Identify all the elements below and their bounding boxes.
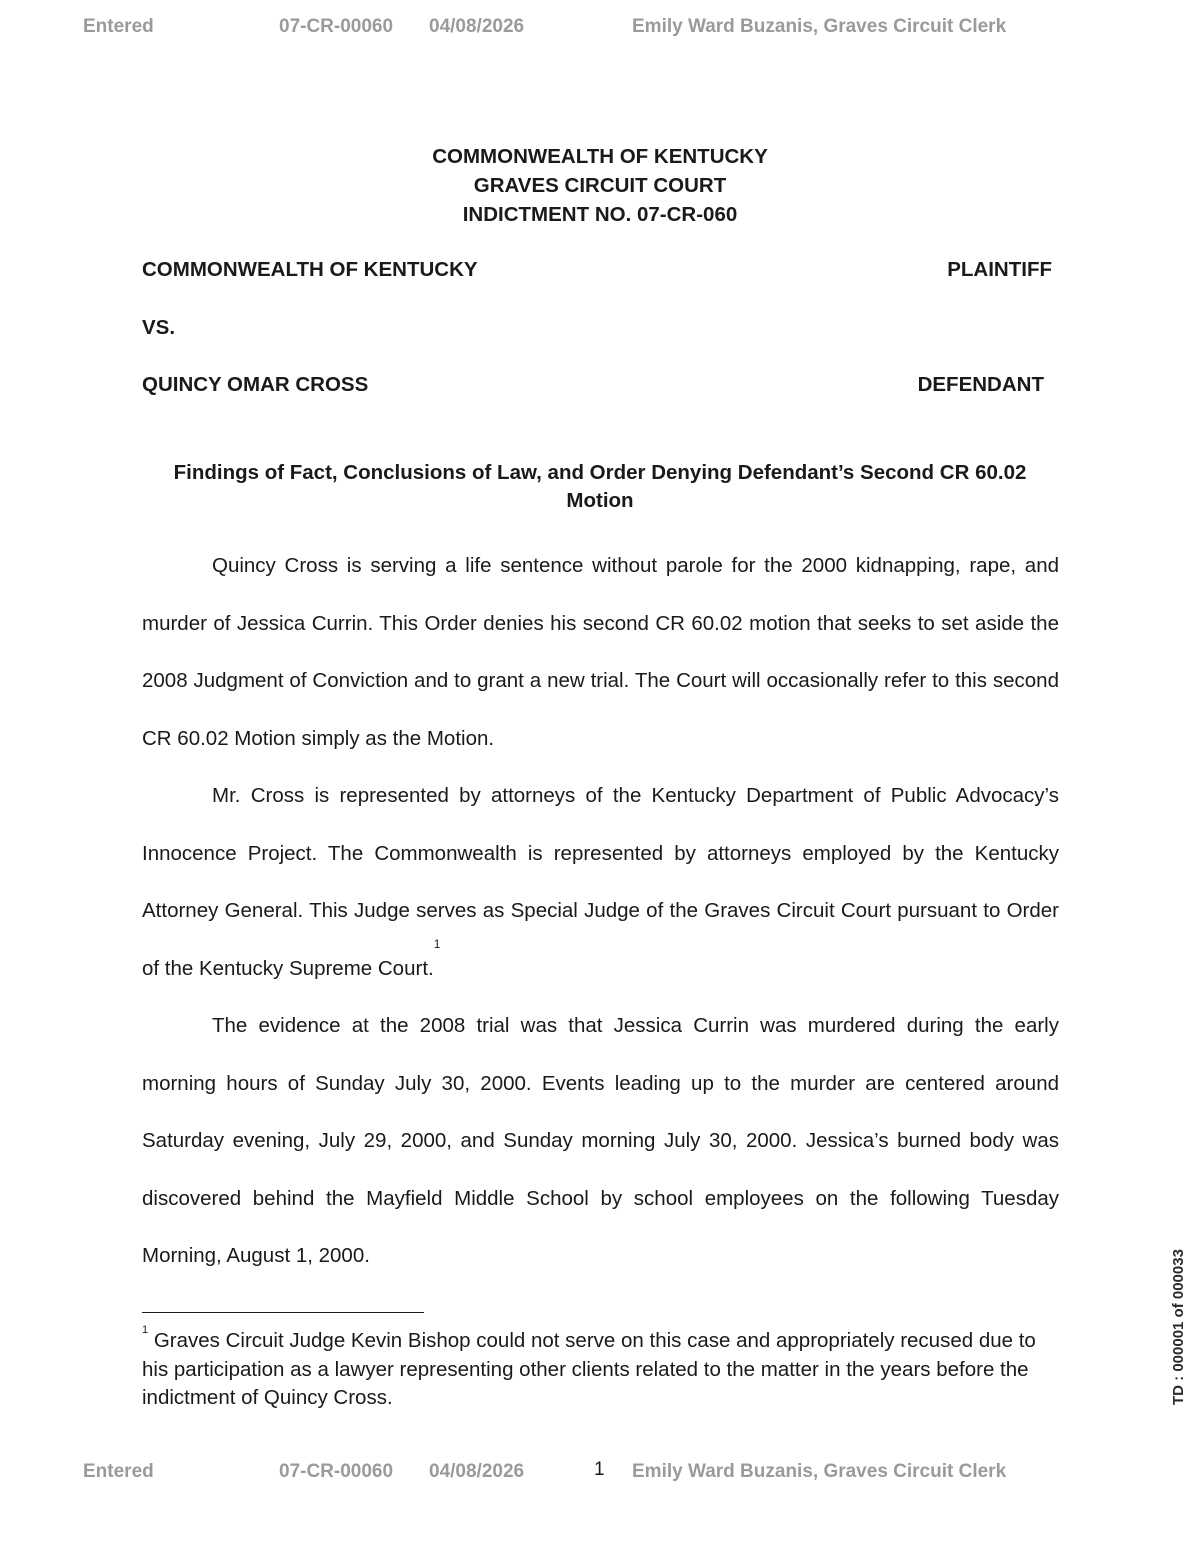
document-body <box>142 537 1059 1285</box>
document-side-id: TD : 000001 of 000033 <box>1170 1249 1187 1405</box>
court-header-line3: INDICTMENT NO. 07-CR-060 <box>462 203 738 226</box>
footnote-text: Graves Circuit Judge Kevin Bishop could not serve on this case and appropriately recused due to his participation as a lawyer representing other clients related to the matter in the years before the indictment of Quincy Cross. <box>142 1329 1036 1409</box>
footnote-reference: 1 <box>433 936 441 951</box>
defendant-name: QUINCY OMAR CROSS <box>142 373 369 396</box>
court-header-line2: GRAVES CIRCUIT COURT <box>473 174 727 197</box>
footnote <box>142 1324 1059 1413</box>
stamp-date: 04/08/2026 <box>429 16 525 37</box>
defendant-role: DEFENDANT <box>917 373 1044 396</box>
body-paragraph-1: Quincy Cross is serving a life sentence without parole for the 2000 kidnapping, rape, and murder of Jessica Currin. This Order denies his second CR 60.02 motion that seeks to set aside the 2008 Judgment of Conviction and to grant a new trial. The Court will occasionally refer to this second CR 60.02 Motion simply as the Motion. <box>142 554 1059 750</box>
body-paragraph-2 <box>142 767 1059 997</box>
versus-label: VS. <box>142 316 176 339</box>
plaintiff-name: COMMONWEALTH OF KENTUCKY <box>142 258 478 281</box>
plaintiff-role: PLAINTIFF <box>947 258 1052 281</box>
stamp-status: Entered <box>83 16 154 37</box>
stamp-status: Entered <box>83 1461 154 1482</box>
stamp-clerk: Emily Ward Buzanis, Graves Circuit Clerk <box>632 1461 1007 1482</box>
stamp-case-number: 07-CR-00060 <box>279 16 394 37</box>
clerk-stamp-top <box>0 16 1200 46</box>
document-title: Findings of Fact, Conclusions of Law, and Order Denying Defendant’s Second CR 60.02 Motion <box>173 461 1027 512</box>
page-number: 1 <box>594 1459 605 1480</box>
court-header-line1: COMMONWEALTH OF KENTUCKY <box>432 145 768 168</box>
stamp-case-number: 07-CR-00060 <box>279 1461 394 1482</box>
footnote-divider <box>142 1312 424 1313</box>
stamp-clerk: Emily Ward Buzanis, Graves Circuit Clerk <box>632 16 1007 37</box>
body-paragraph-3: The evidence at the 2008 trial was that Jessica Currin was murdered during the early morning hours of Sunday July 30, 2000. Events leading up to the murder are centered around Saturday evening, July 29, 2000, and Sunday morning July 30, 2000. Jessica’s burned body was discovered behind the Mayfield Middle School by school employees on the following Tuesday Morning, August 1, 2000. <box>142 1014 1059 1267</box>
stamp-date: 04/08/2026 <box>429 1461 525 1482</box>
body-paragraph-2-text: Mr. Cross is represented by attorneys of the Kentucky Department of Public Advocacy’s Innocence Project. The Commonwealth is represented by attorneys employed by the Kentucky Attorney General. This Judge serves as Special Judge of the Graves Circuit Court pursuant to Order of the Kentucky Supreme Court. <box>142 784 1059 980</box>
court-header <box>0 142 1200 229</box>
footnote-marker: 1 <box>142 1324 149 1336</box>
